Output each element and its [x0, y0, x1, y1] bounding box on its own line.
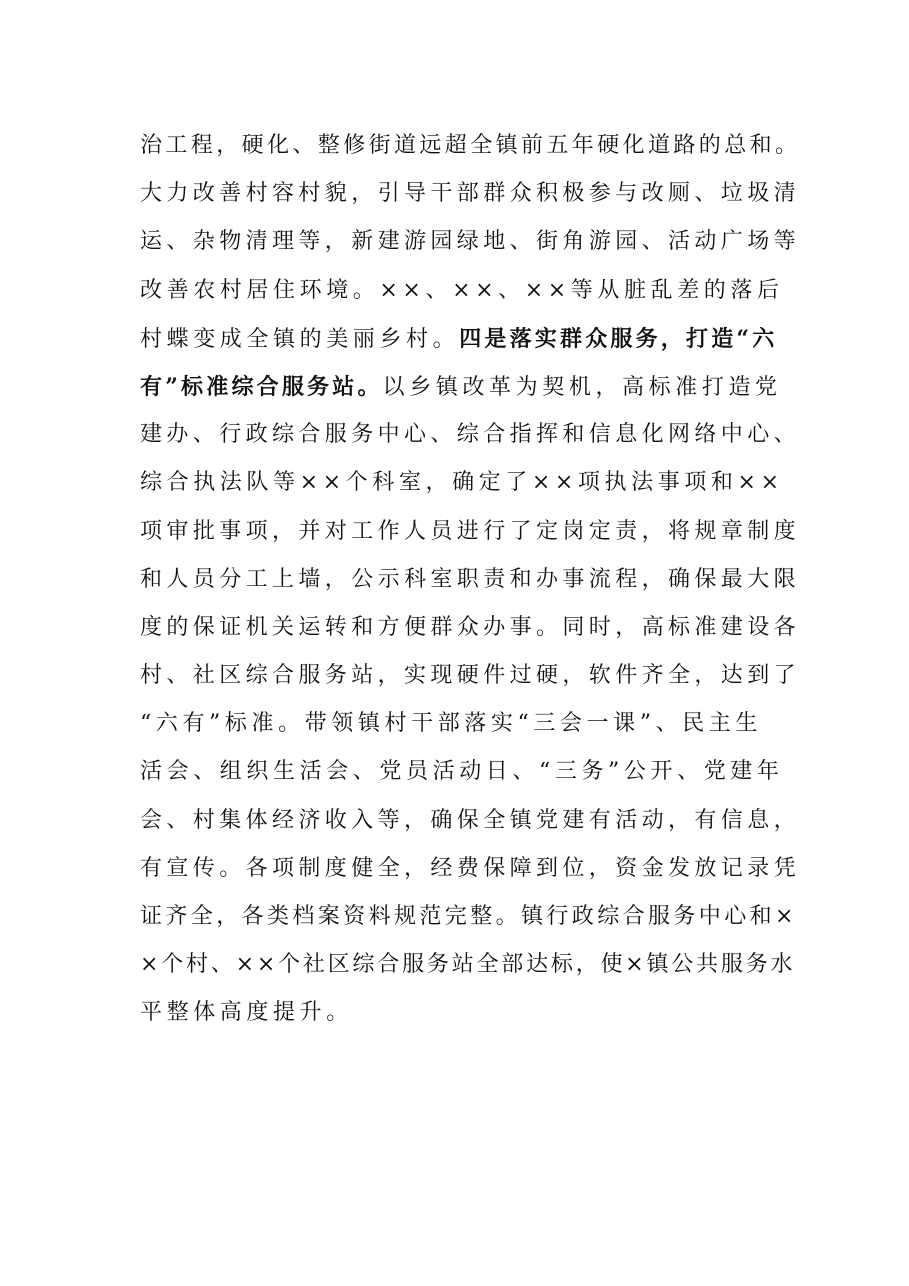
text-line [140, 172, 800, 220]
bold-heading-run: 四是落实群众服务，打造“六 [459, 325, 778, 352]
text-line [140, 895, 800, 943]
text-run: 和人员分工上墙，公示科室职责和办事流程，确保最大限 [140, 566, 801, 592]
text-line [140, 510, 800, 558]
text-line [140, 943, 800, 991]
text-run: 综合执法队等××个科室，确定了××项执法事项和×× [140, 470, 784, 496]
text-line [140, 847, 800, 895]
text-run: 建办、行政综合服务中心、综合指挥和信息化网络中心、 [140, 422, 801, 448]
text-run: ×个村、××个社区综合服务站全部达标，使×镇公共服务水 [140, 952, 796, 978]
text-line [140, 750, 800, 798]
text-line [140, 991, 800, 1039]
text-line [140, 413, 800, 461]
text-run: 运、杂物清理等，新建游园绿地、街角游园、活动广场等 [140, 229, 801, 255]
text-run: 项审批事项，并对工作人员进行了定岗定责，将规章制度 [140, 518, 801, 544]
text-run: 活会、组织生活会、党员活动日、“三务”公开、党建年 [140, 759, 784, 785]
text-line [140, 654, 800, 702]
body-paragraph [140, 124, 800, 1040]
text-line [140, 365, 800, 413]
text-line [140, 461, 800, 509]
text-line [140, 220, 800, 268]
text-run: 村、社区综合服务站，实现硬件过硬，软件齐全，达到了 [140, 663, 801, 689]
text-run: 度的保证机关运转和方便群众办事。同时，高标准建设各 [140, 614, 801, 640]
text-line [140, 317, 800, 365]
text-run: 以乡镇改革为契机，高标准打造党 [382, 374, 782, 400]
text-line [140, 702, 800, 750]
text-run: 平整体高度提升。 [140, 1000, 353, 1026]
bold-heading-run: 有”标准综合服务站。 [140, 373, 383, 400]
text-line [140, 558, 800, 606]
text-run: 有宣传。各项制度健全，经费保障到位，资金发放记录凭 [140, 855, 801, 881]
text-line [140, 269, 800, 317]
text-run: 治工程，硬化、整修街道远超全镇前五年硬化道路的总和。 [140, 133, 801, 158]
text-run: 村蝶变成全镇的美丽乡村。 [140, 326, 460, 352]
text-run: 证齐全，各类档案资料规范完整。镇行政综合服务中心和× [140, 904, 797, 929]
text-run: 大力改善村容村貌，引导干部群众积极参与改厕、垃圾清 [140, 181, 801, 207]
text-line [140, 606, 800, 654]
text-run: “六有”标准。带领镇村干部落实“三会一课”、民主生 [140, 711, 762, 737]
text-run: 改善农村居住环境。××、××、××等从脏乱差的落后 [140, 277, 784, 303]
text-run: 会、村集体经济收入等，确保全镇党建有活动，有信息， [140, 807, 801, 833]
text-line [140, 799, 800, 847]
text-line [140, 124, 800, 172]
